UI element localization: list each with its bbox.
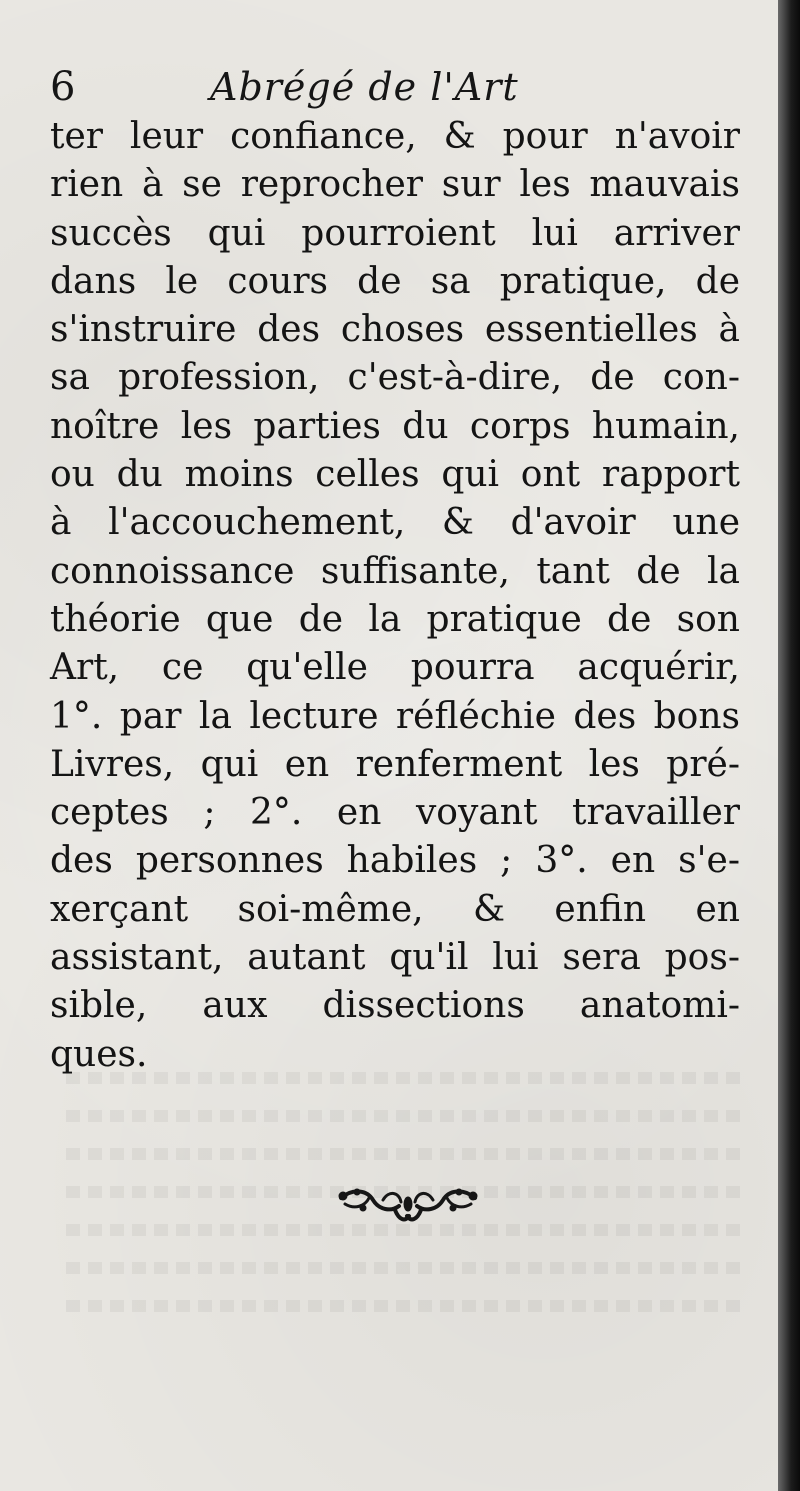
bleed-line (60, 1300, 740, 1312)
text-line: succès qui pourroient lui arriver (50, 212, 740, 254)
text-line: ques. (50, 1033, 148, 1075)
text-line: théorie que de la pratique de son (50, 598, 740, 640)
running-title: Abrégé de l'Art (210, 65, 519, 109)
text-line: noître les parties du corps humain, (50, 405, 740, 447)
text-line: sa profession, c'est-à-dire, de con- (50, 357, 740, 399)
text-line: sible, aux dissections anatomi- (50, 985, 740, 1027)
text-line: ou du moins celles qui ont rapport (50, 454, 740, 496)
fleuron-ornament-icon (333, 1180, 483, 1230)
page-number: 6 (50, 64, 76, 110)
show-through-bleed (60, 1060, 740, 1440)
text-line: dans le cours de sa pratique, de (50, 260, 740, 302)
bleed-line (60, 1110, 740, 1122)
text-line: s'instruire des choses essentielles à (50, 309, 740, 351)
text-line: assistant, autant qu'il lui sera pos- (50, 937, 740, 979)
bleed-line (60, 1148, 740, 1160)
body-text (50, 113, 740, 1079)
text-line: Art, ce qu'elle pourra acquérir, (50, 647, 740, 689)
text-line: xerçant soi-même, & enfin en (50, 888, 740, 930)
text-line: des personnes habiles ; 3°. en s'e- (50, 840, 740, 882)
binding-edge (778, 0, 800, 1491)
page-header (50, 62, 740, 112)
text-line: 1°. par la lecture réfléchie des bons (50, 695, 740, 737)
text-line: ter leur confiance, & pour n'avoir (50, 116, 740, 157)
text-line: à l'accouchement, & d'avoir une (50, 502, 740, 544)
text-line: rien à se reprocher sur les mauvais (50, 164, 740, 206)
text-line: ceptes ; 2°. en voyant travailler (50, 792, 740, 834)
text-line: connoissance suffisante, tant de la (50, 550, 740, 592)
bleed-line (60, 1262, 740, 1274)
text-line: Livres, qui en renferment les pré- (50, 743, 740, 785)
